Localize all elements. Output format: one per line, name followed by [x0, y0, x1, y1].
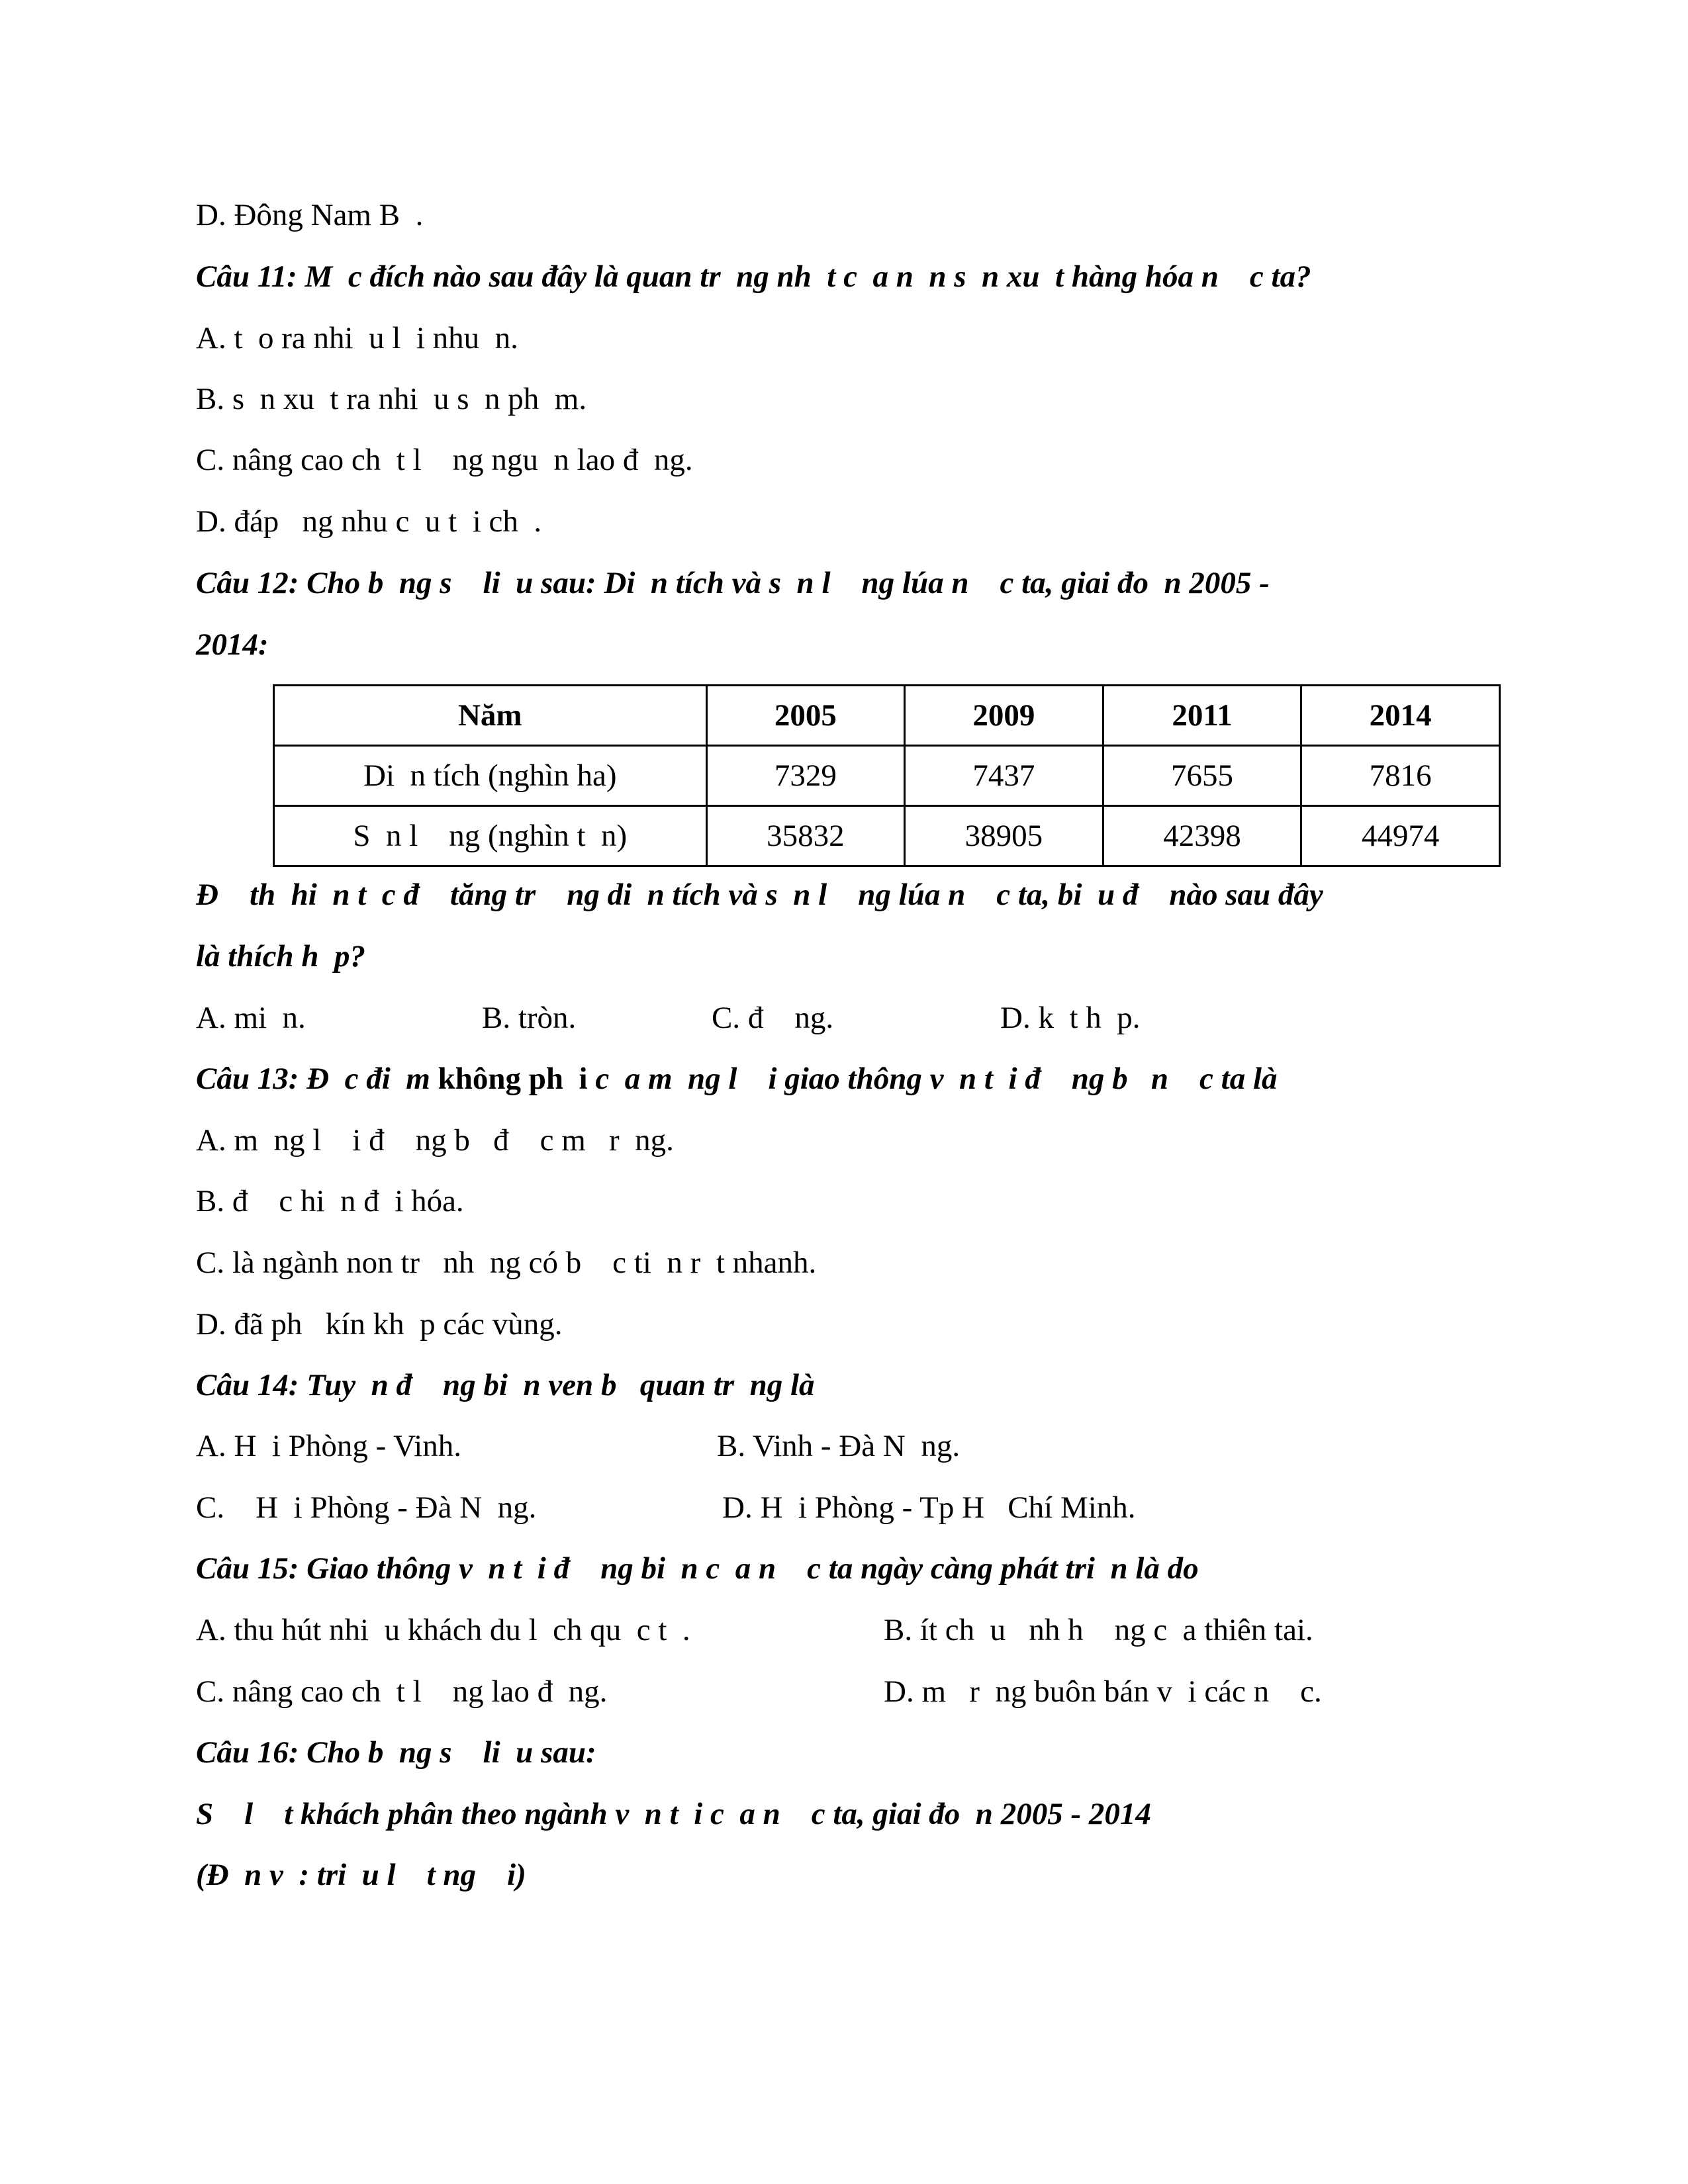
q14-option-b: B. Vinh - Đà N ng. — [717, 1429, 961, 1463]
table-cell: 35832 — [706, 806, 905, 866]
q11-option-c: C. nâng cao ch t l ng ngu n lao đ ng. — [196, 443, 693, 477]
table-cell: Di n tích (nghìn ha) — [274, 746, 707, 806]
q13-option-d: D. đã ph kín kh p các vùng. — [196, 1307, 563, 1342]
table-cell: 42398 — [1103, 806, 1301, 866]
question-15: Câu 15: Giao thông v n t i đ ng bi n c a n c ta ngày càng phát tri n là do — [196, 1551, 1199, 1586]
data-table — [273, 684, 1501, 867]
question-12-cont: 2014: — [196, 627, 269, 662]
q15-option-c: C. nâng cao ch t l ng lao đ ng. — [196, 1674, 608, 1709]
q13-option-a: A. m ng l i đ ng b đ c m r ng. — [196, 1123, 674, 1158]
question-16-unit: (Đ n v : tri u l t ng i) — [196, 1858, 526, 1892]
table-header: 2014 — [1301, 686, 1500, 746]
question-14: Câu 14: Tuy n đ ng bi n ven b quan tr ng là — [196, 1368, 815, 1402]
q13-text-part: Câu 13: Đ c đi m — [196, 1062, 438, 1096]
q12-option-b: B. tròn. — [482, 1001, 577, 1035]
table-header: 2011 — [1103, 686, 1301, 746]
table-cell: 7437 — [905, 746, 1103, 806]
q14-option-c: C. H i Phòng - Đà N ng. — [196, 1490, 537, 1525]
q15-option-d: D. m r ng buôn bán v i các n c. — [884, 1674, 1322, 1709]
q11-option-a: A. t o ra nhi u l i nhu n. — [196, 321, 518, 355]
table-header: 2009 — [905, 686, 1103, 746]
table-cell: 7655 — [1103, 746, 1301, 806]
q13-option-c: C. là ngành non tr nh ng có b c ti n r t nhanh. — [196, 1246, 817, 1280]
question-12: Câu 12: Cho b ng s li u sau: Di n tích và s n l ng lúa n c ta, giai đo n 2005 - — [196, 566, 1270, 600]
table-row — [274, 746, 1500, 806]
table-header-row — [274, 686, 1500, 746]
q15-option-a: A. thu hút nhi u khách du l ch qu c t . — [196, 1613, 690, 1647]
q12-option-d: D. k t h p. — [1000, 1001, 1141, 1035]
q13-emphasis: không ph i — [438, 1062, 588, 1096]
q11-option-d: D. đáp ng nhu c u t i ch . — [196, 504, 542, 539]
table-cell: S n l ng (nghìn t n) — [274, 806, 707, 866]
question-12-prompt-cont: là thích h p? — [196, 939, 365, 974]
table-cell: 38905 — [905, 806, 1103, 866]
q14-option-d: D. H i Phòng - Tp H Chí Minh. — [722, 1490, 1136, 1525]
table-cell: 7816 — [1301, 746, 1500, 806]
table-header: 2005 — [706, 686, 905, 746]
table-row — [274, 806, 1500, 866]
q13-option-b: B. đ c hi n đ i hóa. — [196, 1184, 464, 1218]
question-13 — [196, 1059, 1278, 1099]
q12-option-a: A. mi n. — [196, 1001, 306, 1035]
question-16-title: S l t khách phân theo ngành v n t i c a n c ta, giai đo n 2005 - 2014 — [196, 1797, 1151, 1831]
question-11: Câu 11: M c đích nào sau đây là quan tr ng nh t c a n n s n xu t hàng hóa n c ta? — [196, 259, 1311, 294]
q14-option-a: A. H i Phòng - Vinh. — [196, 1429, 462, 1463]
table-cell: 7329 — [706, 746, 905, 806]
q12-option-c: C. đ ng. — [712, 1001, 834, 1035]
question-16: Câu 16: Cho b ng s li u sau: — [196, 1735, 596, 1770]
table-cell: 44974 — [1301, 806, 1500, 866]
q15-option-b: B. ít ch u nh h ng c a thiên tai. — [884, 1613, 1313, 1647]
table-header: Năm — [274, 686, 707, 746]
question-12-prompt: Đ th hi n t c đ tăng tr ng di n tích và s n l ng lúa n c ta, bi u đ nào sau đây — [196, 878, 1323, 912]
q13-text-part: c a m ng l i giao thông v n t i đ ng b n c ta là — [587, 1062, 1278, 1096]
q10-option-d: D. Đông Nam B . — [196, 198, 424, 232]
q11-option-b: B. s n xu t ra nhi u s n ph m. — [196, 382, 587, 416]
